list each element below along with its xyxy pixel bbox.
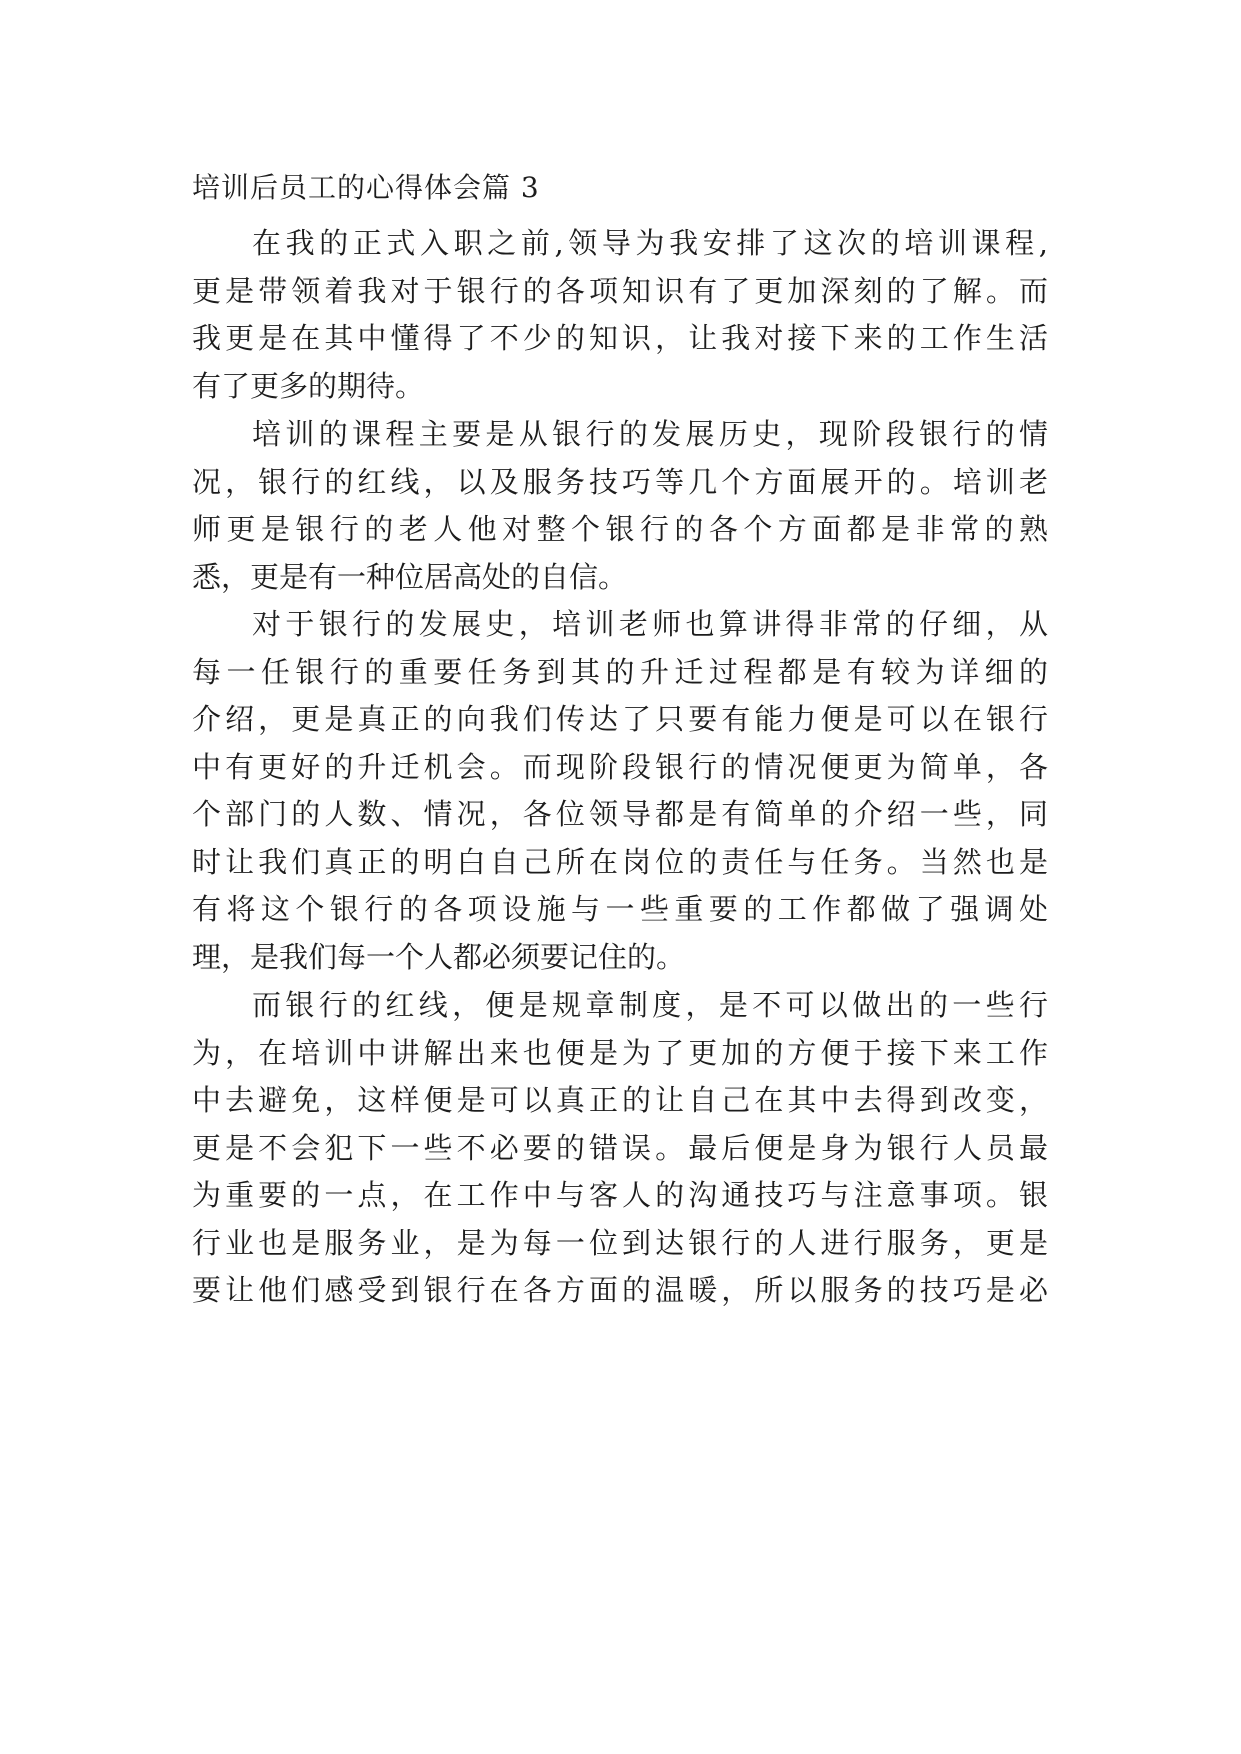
text-line: 更是带领着我对于银行的各项知识有了更加深刻的了解。而 (192, 273, 1048, 308)
text-line: 行业也是服务业，是为每一位到达银行的人进行服务，更是 (192, 1225, 1048, 1260)
text-line: 师更是银行的老人他对整个银行的各个方面都是非常的熟 (192, 512, 1048, 546)
text-line: 时让我们真正的明白自己所在岗位的责任与任务。当然也是 (192, 844, 1048, 879)
text-line: 为重要的一点，在工作中与客人的沟通技巧与注意事项。银 (192, 1178, 1048, 1212)
text-line: 更是不会犯下一些不必要的错误。最后便是身为银行人员最 (192, 1130, 1048, 1165)
text-line: 有了更多的期待。 (192, 368, 425, 403)
text-line: 我更是在其中懂得了不少的知识，让我对接下来的工作生活 (192, 321, 1048, 355)
text-line: 为，在培训中讲解出来也便是为了更加的方便于接下来工作 (192, 1035, 1048, 1070)
paragraph-4 (192, 982, 1048, 1315)
text-line: 要让他们感受到银行在各方面的温暖，所以服务的技巧是必 (192, 1273, 1048, 1307)
section-title: 培训后员工的心得体会篇 3 (192, 171, 540, 204)
paragraph-2 (192, 411, 1048, 601)
text-line: 培训的课程主要是从银行的发展历史，现阶段银行的情 (252, 417, 1048, 451)
text-line: 在我的正式入职之前,领导为我安排了这次的培训课程, (252, 226, 1048, 260)
text-line: 悉，更是有一种位居高处的自信。 (192, 559, 628, 594)
text-line: 理，是我们每一个人都必须要记住的。 (192, 939, 686, 974)
text-line: 况，银行的红线，以及服务技巧等几个方面展开的。培训老 (192, 464, 1048, 499)
paragraph-1 (192, 220, 1048, 410)
text-line: 每一任银行的重要任务到其的升迁过程都是有较为详细的 (192, 654, 1048, 689)
text-line: 中去避免，这样便是可以真正的让自己在其中去得到改变， (192, 1083, 1048, 1117)
text-line: 中有更好的升迁机会。而现阶段银行的情况便更为简单，各 (192, 749, 1048, 784)
text-line: 对于银行的发展史，培训老师也算讲得非常的仔细，从 (252, 607, 1048, 641)
text-line: 而银行的红线，便是规章制度，是不可以做出的一些行 (252, 988, 1048, 1022)
text-line: 介绍，更是真正的向我们传达了只要有能力便是可以在银行 (192, 702, 1048, 736)
text-line: 有将这个银行的各项设施与一些重要的工作都做了强调处 (192, 892, 1048, 926)
text-line: 个部门的人数、情况，各位领导都是有简单的介绍一些，同 (192, 797, 1048, 831)
paragraph-3 (192, 601, 1048, 981)
